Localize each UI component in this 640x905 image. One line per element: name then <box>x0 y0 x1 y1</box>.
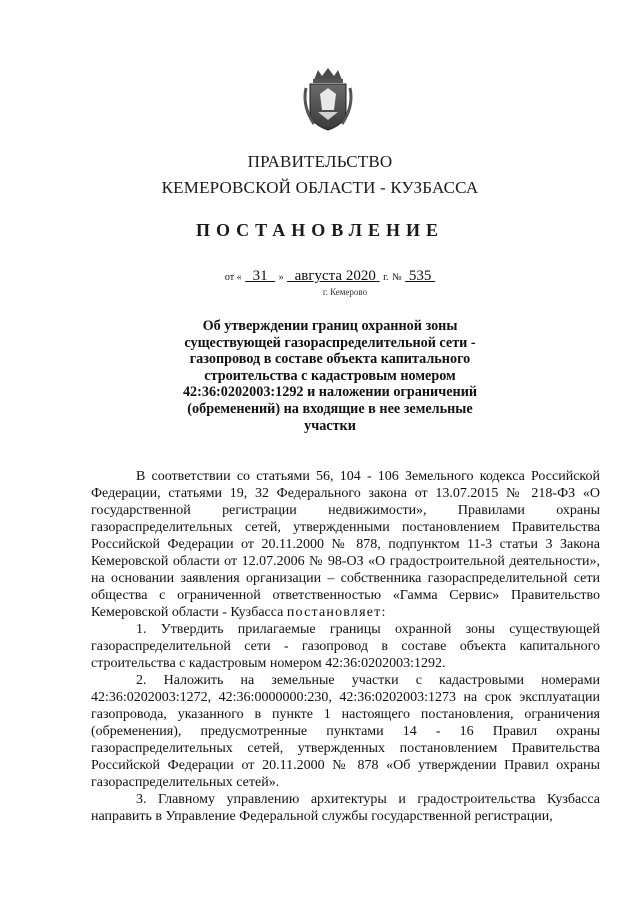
document-number: 535 <box>408 268 432 284</box>
preamble-paragraph <box>91 468 600 621</box>
preamble-text: В соответствии со статьями 56, 104 - 106 Земельного кодекса Российской Федерации, статьями 19, 32 Федерального закона от 13.07.2015 № 218-ФЗ «О государственной регистрации недвижимости», Правилами охраны газораспределительных сетей, утвержденными постановлением Правительства Российской Федерации от 20.11.2000 № 878, подпунктом 11-3 статьи 3 Закона Кемеровской области от 12.07.2006 № 98-ОЗ «О градостроительной деятельности», на основании заявления организации – собственника газораспределительной сети общества с ограниченной ответственностью «Гамма Сервис» Правительство Кемеровской области - Кузбасса <box>91 469 600 620</box>
document-title: Об утверждении границ охранной зоны существующей газораспределительной сети - газопровод в составе объекта капитального строительства с кадастровым номером 42:36:0202003:1292 и наложении ограничений (обременений) на входящие в нее земельные участки <box>182 318 478 434</box>
item-1-paragraph: 1. Утвердить прилагаемые границы охранной зоны существующей газораспределительной сети - газопровод в составе объекта капитального строительства с кадастровым номером 42:36:0202003:1292. <box>91 622 600 671</box>
date-month-year: августа 2020 <box>294 268 376 284</box>
item-3-paragraph: 3. Главному управлению архитектуры и градостроительства Кузбасса направить в Управление Федеральной службы государственной регистрации, <box>91 792 600 824</box>
item-2-paragraph: 2. Наложить на земельные участки с кадастровыми номерами 42:36:0202003:1272, 42:36:0000000:230, 42:36:0202003:1273 на срок эксплуатации газопровода, указанного в пункте 1 настоящего постановления, ограничения (обременения), предусмотренные пунктами 14 - 16 Правил охраны газораспределительных сетей, утвержденных постановлением Правительства Российской Федерации от 20.11.2000 № 878 «Об утверждении Правил охраны газораспределительных сетей». <box>91 673 600 790</box>
date-day: 31 <box>252 268 268 284</box>
decree-word: постановляет: <box>286 605 387 620</box>
coat-of-arms-icon <box>302 66 354 132</box>
government-name-line1: ПРАВИТЕЛЬСТВО <box>247 152 393 171</box>
government-name-line2: КЕМЕРОВСКОЙ ОБЛАСТИ - КУЗБАССА <box>161 178 479 197</box>
issue-city: г. Кемерово <box>322 287 368 297</box>
document-date-line <box>0 268 640 285</box>
date-quote-close: » <box>278 272 284 283</box>
date-from-label: от « <box>224 272 242 283</box>
number-label: № <box>392 272 402 283</box>
document-body <box>91 468 600 825</box>
date-year-suffix: г. <box>383 272 389 283</box>
document-type: ПОСТАНОВЛЕНИЕ <box>195 220 445 240</box>
